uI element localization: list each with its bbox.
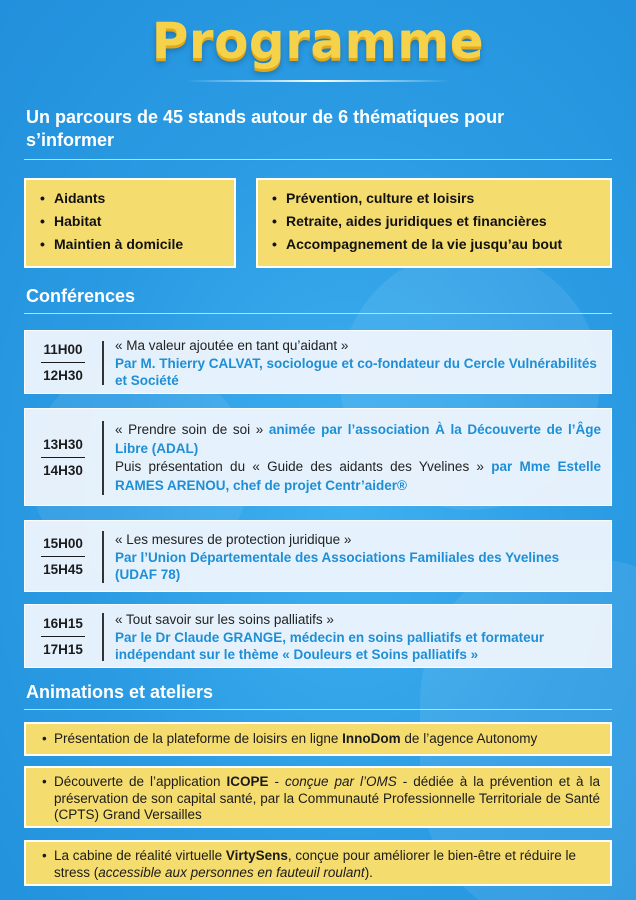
conference-title: « Les mesures de protection juridique » — [115, 532, 352, 547]
conference-main-line — [115, 421, 601, 458]
conference-details — [115, 611, 601, 664]
animation-text-part: de l’agence Autonomy — [400, 731, 538, 746]
end-time: 17H15 — [43, 641, 83, 657]
conference-card — [24, 330, 612, 394]
theme-item: • Maintien à domicile — [40, 233, 224, 256]
animation-name: ICOPE — [226, 774, 269, 789]
conference-extra-text: Puis présentation du « Guide des aidants des Yvelines » — [115, 459, 484, 474]
divider — [24, 709, 612, 710]
time-separator — [41, 457, 85, 458]
conference-details — [115, 531, 601, 584]
animation-item — [24, 722, 612, 756]
end-time: 12H30 — [43, 367, 83, 383]
animations-heading: Animations et ateliers — [26, 682, 214, 702]
conference-details — [115, 421, 601, 495]
animation-text-part: , conçue pour améliorer le bien-être et réduire le stress ( — [54, 848, 577, 880]
conference-details — [115, 337, 601, 390]
start-time: 11H00 — [43, 341, 83, 357]
conference-extra-speaker: par Mme Estelle RAMES ARENOU, chef de projet Centr’aider® — [115, 459, 601, 493]
divider — [24, 313, 612, 314]
animation-name: VirtySens — [225, 848, 288, 863]
conference-card — [24, 408, 612, 506]
conference-title: « Tout savoir sur les soins palliatifs » — [115, 612, 334, 627]
theme-item: • Prévention, culture et loisirs — [272, 187, 600, 210]
start-time: 16H15 — [43, 615, 83, 631]
animation-text-part: - — [268, 774, 286, 789]
theme-item: • Accompagnement de la vie jusqu’au bout — [272, 233, 600, 256]
conferences-heading: Conférences — [26, 286, 136, 306]
divider — [24, 159, 612, 160]
start-time: 13H30 — [43, 436, 83, 452]
animation-text-part: Découverte de l’application — [54, 774, 227, 789]
start-time: 15H00 — [43, 535, 83, 551]
time-separator — [41, 556, 85, 557]
conference-times — [25, 331, 101, 393]
conference-speaker: animée par l’association À la Découverte de l’Âge Libre (ADAL) — [115, 422, 601, 456]
end-time: 15H45 — [43, 561, 83, 577]
conference-card — [24, 604, 612, 668]
conference-speaker: Par le Dr Claude GRANGE, médecin en soins palliatifs et formateur indépendant sur le thème « Douleurs et Soins palliatifs » — [115, 629, 545, 662]
animation-text — [40, 774, 600, 824]
animation-text — [40, 731, 600, 748]
animation-text-part: La cabine de réalité virtuelle — [54, 848, 226, 863]
end-time: 14H30 — [43, 462, 83, 478]
conference-speaker: Par M. Thierry CALVAT, sociologue et co-fondateur du Cercle Vulnérabilités et Société — [115, 355, 597, 388]
animation-text-part: ). — [364, 864, 373, 880]
animation-name: InnoDom — [342, 731, 401, 746]
conference-times — [25, 605, 101, 667]
theme-item: • Aidants — [40, 187, 224, 210]
conference-speaker: Par l’Union Départementale des Associations Familiales des Yvelines (UDAF 78) — [115, 549, 560, 582]
vertical-divider — [102, 341, 104, 385]
conference-times — [25, 521, 101, 591]
vertical-divider — [102, 613, 104, 661]
animation-item — [24, 766, 612, 828]
animation-text-part: - dédiée à la prévention et à la préservation de son capital santé, par la Communauté Professionnelle Territoriale de Santé (CPTS) Grand Versailles — [54, 774, 601, 822]
conference-times — [25, 409, 101, 505]
theme-item: • Habitat — [40, 210, 224, 233]
intro-text: Un parcours de 45 stands autour de 6 thématiques pour s’informer — [26, 107, 505, 150]
theme-item: • Retraite, aides juridiques et financières — [272, 210, 600, 233]
conference-extra-line — [115, 458, 601, 495]
animation-text — [40, 848, 600, 881]
time-separator — [41, 636, 85, 637]
vertical-divider — [102, 531, 104, 583]
themes-box-right — [256, 178, 612, 268]
animation-text-part: Présentation de la plateforme de loisirs en ligne — [54, 731, 343, 746]
animation-note: accessible aux personnes en fauteuil roulant — [98, 864, 365, 880]
conference-title: « Prendre soin de soi » — [115, 422, 264, 437]
page-title: Programme — [151, 12, 485, 70]
conference-title: « Ma valeur ajoutée en tant qu’aidant » — [115, 338, 349, 353]
vertical-divider — [102, 421, 104, 495]
conference-card — [24, 520, 612, 592]
animation-item — [24, 840, 612, 886]
title-underline — [186, 80, 450, 82]
animation-note: conçue par l’OMS — [285, 774, 397, 789]
time-separator — [41, 362, 85, 363]
themes-box-left — [24, 178, 236, 268]
